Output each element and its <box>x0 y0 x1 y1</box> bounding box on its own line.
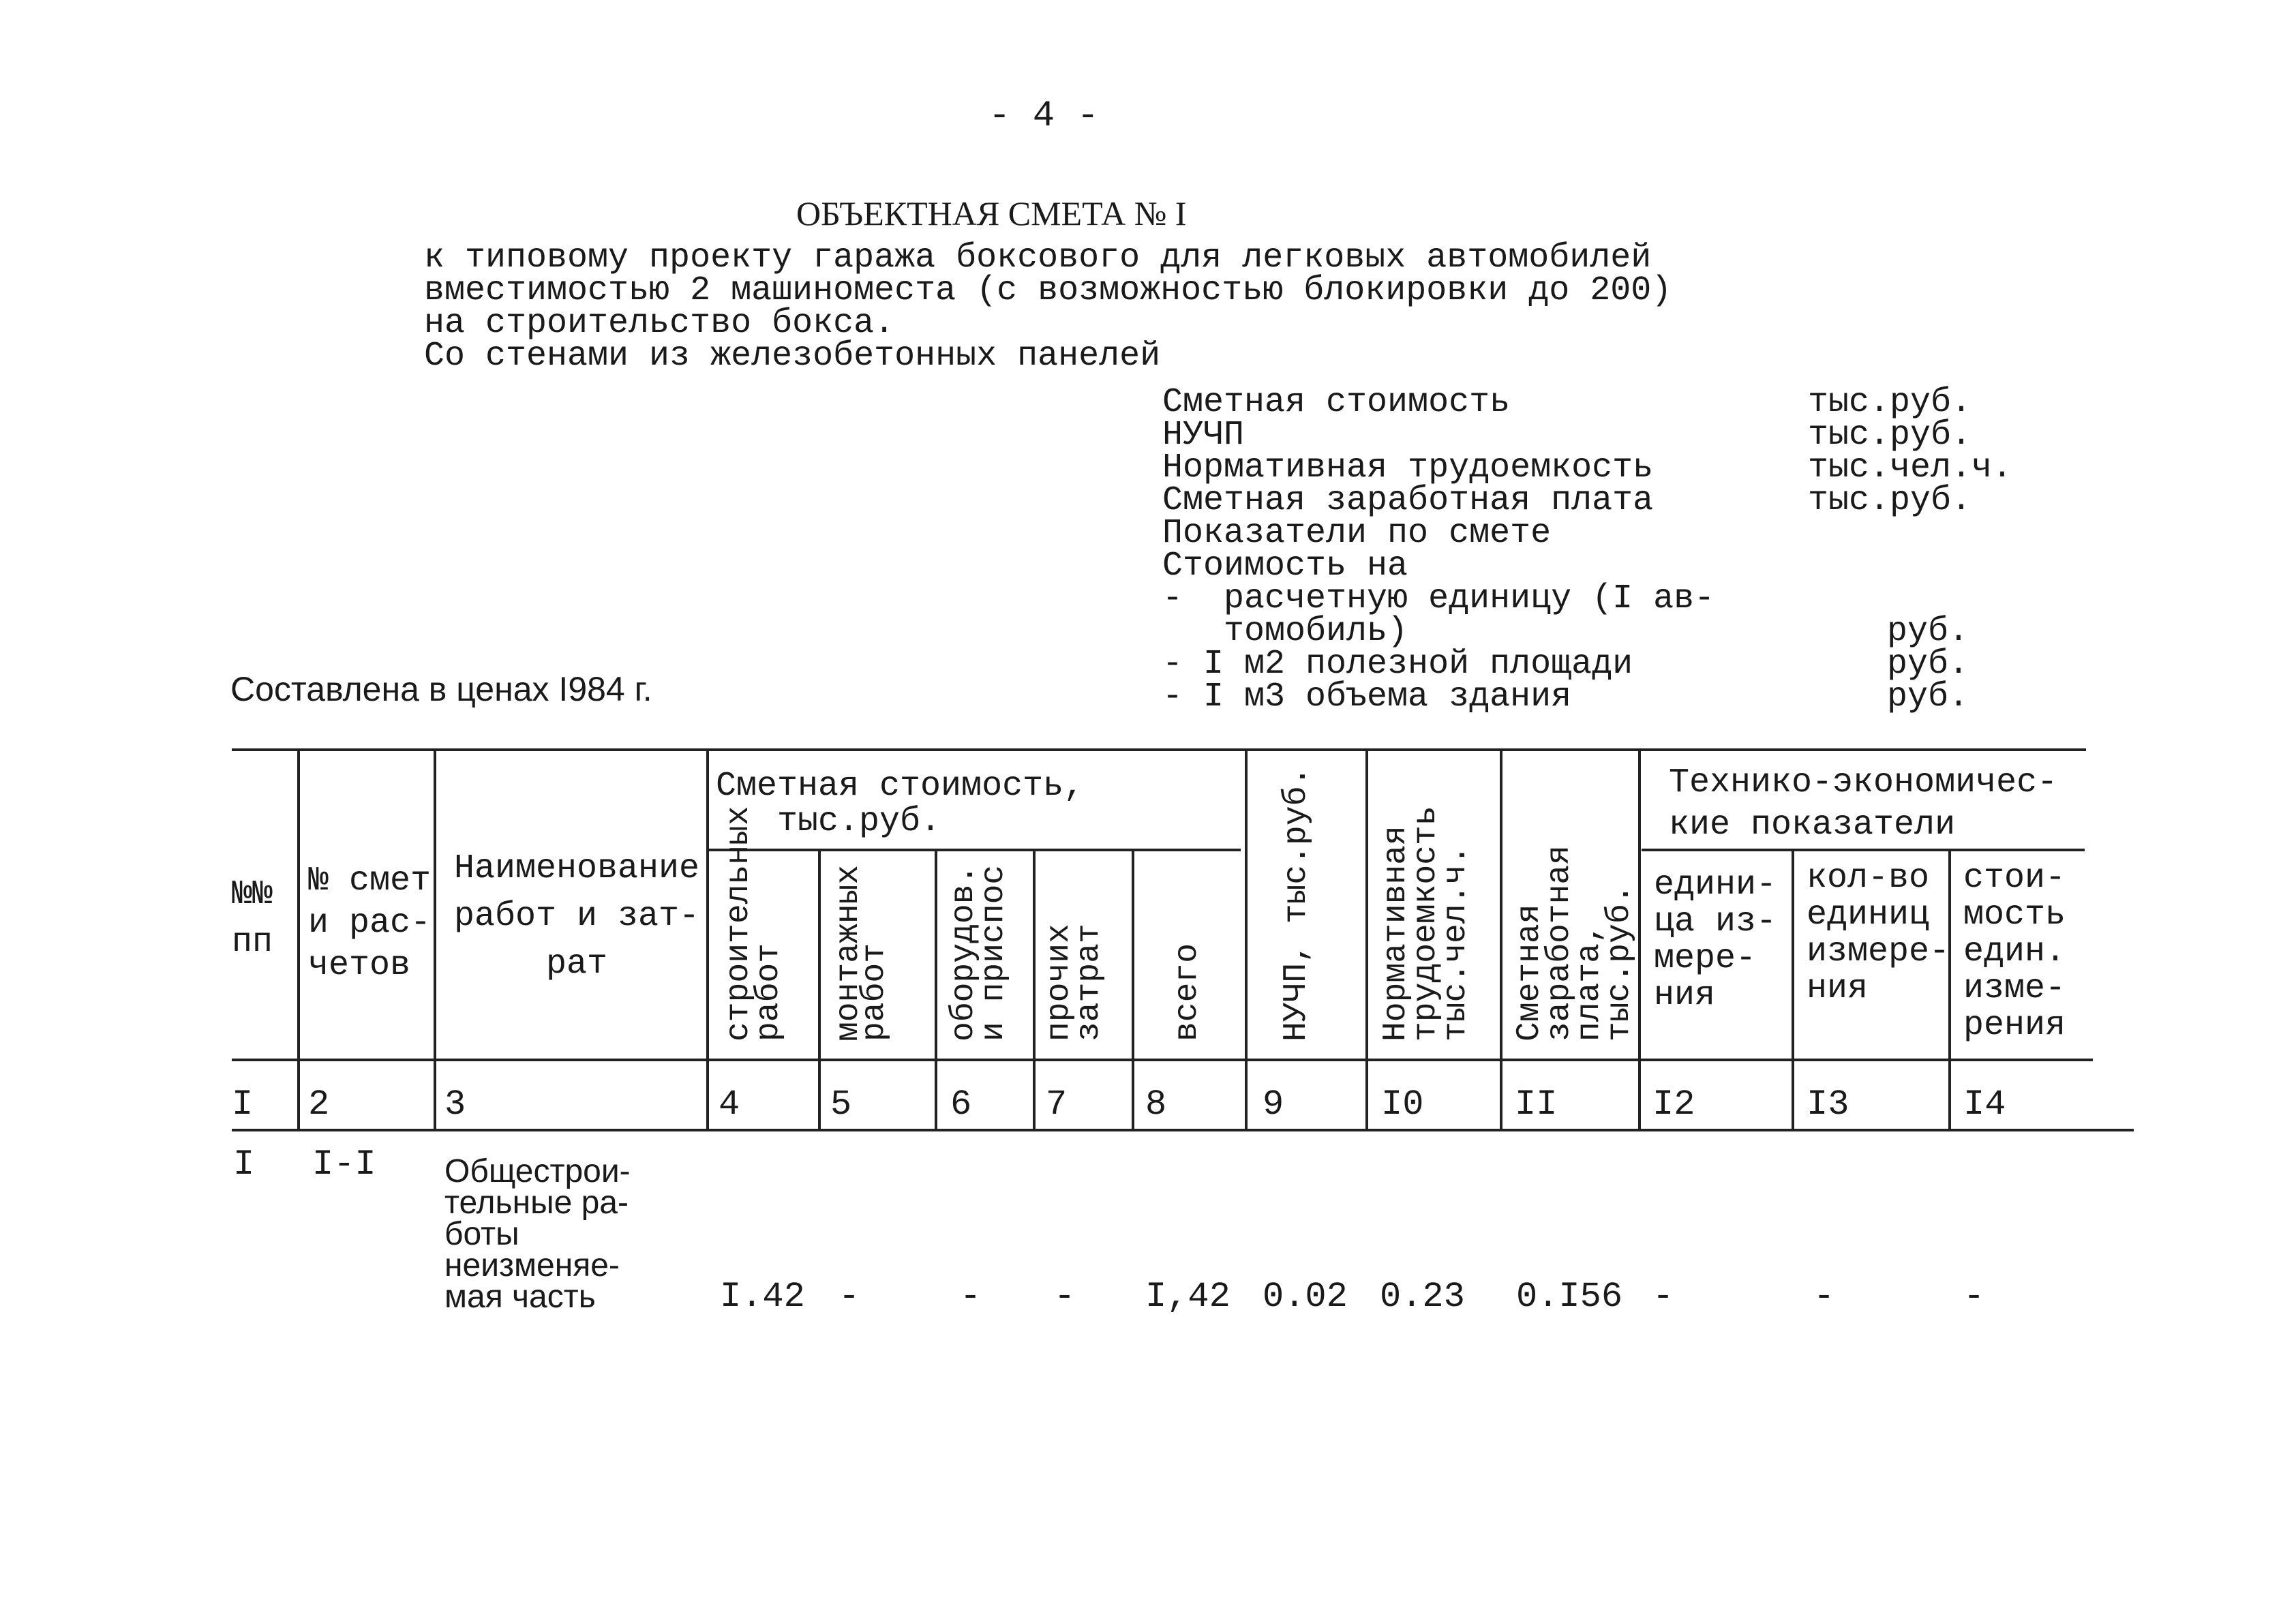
column-number: I4 <box>1963 1084 2006 1125</box>
column-divider <box>935 850 937 1129</box>
row-unit-cost: - <box>1963 1277 1985 1317</box>
column-divider <box>1365 750 1368 1129</box>
row-estimate-number: I-I <box>312 1144 376 1185</box>
header-tech-group: Технико-экономичес- кие показатели <box>1669 763 2058 845</box>
indicator-label: - I м3 объема здания <box>1162 678 1572 716</box>
row-nuchp: 0.02 <box>1263 1277 1348 1317</box>
header-bottom-rule <box>232 1059 2093 1061</box>
header-wage: Сметная заработная плата, тыс.руб. <box>1511 845 1638 1041</box>
header-work-name: Наименование работ и зат- рат <box>453 849 700 984</box>
row-wage: 0.I56 <box>1516 1277 1623 1317</box>
indicator-label: Сметная заработная плата <box>1162 481 1654 520</box>
column-number: I <box>232 1084 254 1125</box>
column-number: 3 <box>444 1084 466 1125</box>
subtitle-line-1: к типовому проекту гаража боксового для легковых автомобилей <box>424 239 1652 277</box>
row-construction: I.42 <box>720 1277 805 1317</box>
subtitle-line-3: на строительство бокса. <box>424 304 895 343</box>
header-nuchp: НУЧП, тыс.руб. <box>1278 766 1315 1041</box>
column-number: II <box>1515 1084 1558 1125</box>
header-equipment: оборудов. и приспос <box>946 864 1012 1041</box>
indicator-label: НУЧП <box>1162 416 1245 455</box>
indicator-unit: тыс.руб. <box>1808 383 1972 422</box>
indicator-label: - расчетную единицу (I ав- <box>1162 579 1715 618</box>
document-title: ОБЪЕКТНАЯ СМЕТА № I <box>796 194 1187 232</box>
indicator-label: Нормативная трудоемкость <box>1162 448 1654 487</box>
column-divider <box>1792 850 1794 1129</box>
row-total: I,42 <box>1145 1277 1230 1317</box>
column-divider <box>1132 850 1134 1129</box>
row-number: I <box>233 1144 255 1185</box>
subtitle-line-2: вместимостью 2 машиноместа (с возможностью блокировки до 200) <box>424 271 1672 310</box>
indicator-label: Стоимость на <box>1162 547 1408 586</box>
header-installation-works: монтажных работ <box>830 864 893 1041</box>
column-divider <box>1638 750 1641 1129</box>
column-number: I3 <box>1807 1084 1849 1125</box>
column-number: 5 <box>830 1084 852 1125</box>
indicator-label: - I м2 полезной площади <box>1162 645 1633 684</box>
indicator-label: Показатели по смете <box>1162 514 1552 553</box>
column-divider <box>706 750 709 1129</box>
header-unit: едини- ца из- мере- ния <box>1654 866 1777 1015</box>
indicator-unit: руб. <box>1887 645 1969 684</box>
header-labor-intensity: Нормативная трудоемкость тыс.чел.ч. <box>1378 806 1475 1041</box>
composed-note: Составлена в ценах I984 г. <box>230 670 652 708</box>
subtitle-line-4: Со стенами из железобетонных панелей <box>424 337 1161 376</box>
row-unit: - <box>1652 1277 1674 1317</box>
header-construction-works: строительных работ <box>721 806 787 1041</box>
column-divider <box>1245 750 1248 1129</box>
header-other-costs: прочих затрат <box>1041 924 1108 1041</box>
column-divider <box>297 750 300 1129</box>
column-number: 2 <box>308 1084 330 1125</box>
column-divider <box>1033 850 1036 1129</box>
indicator-label: томобиль) <box>1162 612 1408 651</box>
column-number: 7 <box>1046 1084 1068 1125</box>
page-number: - 4 - <box>988 95 1100 137</box>
indicator-label: Сметная стоимость <box>1162 383 1511 422</box>
column-number: 9 <box>1263 1084 1284 1125</box>
indicator-unit: тыс.чел.ч. <box>1808 448 2013 487</box>
indicator-unit: тыс.руб. <box>1808 481 1972 520</box>
column-divider <box>1500 750 1502 1129</box>
column-numbers-rule <box>232 1129 2134 1131</box>
row-labor: 0.23 <box>1380 1277 1465 1317</box>
column-number: 8 <box>1145 1084 1167 1125</box>
header-row-number: №№ пп <box>232 875 273 962</box>
header-unit-cost: стои- мость един. изме- рения <box>1963 859 2066 1045</box>
indicator-unit: руб. <box>1887 678 1969 716</box>
row-installation: - <box>839 1277 860 1317</box>
row-other: - <box>1054 1277 1076 1317</box>
row-equipment: - <box>960 1277 982 1317</box>
row-work-name: Общестрои- тельные ра- боты неизменяе- мая часть <box>444 1153 631 1315</box>
header-estimate-number: № смет и рас- четов <box>308 862 432 985</box>
column-number: I0 <box>1381 1084 1424 1125</box>
header-cost-group: Сметная стоимость, тыс.руб. <box>716 767 1085 841</box>
column-number: I2 <box>1652 1084 1695 1125</box>
column-divider <box>434 750 436 1129</box>
column-divider <box>818 850 821 1129</box>
tech-subheader-rule <box>1642 849 2085 851</box>
header-unit-quantity: кол-во единиц измере- ния <box>1807 859 1950 1008</box>
table-top-rule <box>232 748 2086 751</box>
indicator-unit: руб. <box>1887 612 1969 651</box>
row-unit-quantity: - <box>1813 1277 1835 1317</box>
column-number: 4 <box>719 1084 740 1125</box>
header-total: всего <box>1169 943 1206 1041</box>
indicator-unit: тыс.руб. <box>1808 416 1972 455</box>
column-number: 6 <box>950 1084 972 1125</box>
